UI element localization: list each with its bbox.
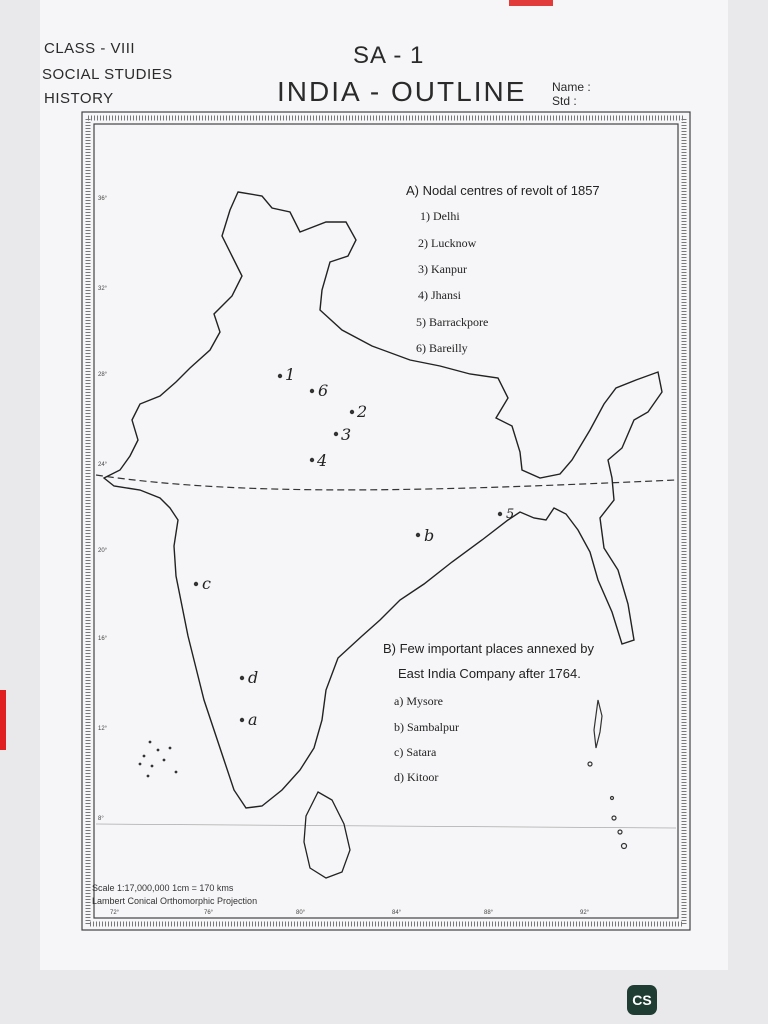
marker-mysore: [240, 718, 244, 722]
tropic-of-cancer-line: [96, 475, 676, 490]
camscanner-logo: CS: [627, 985, 657, 1015]
map-label-2: 2: [357, 402, 368, 421]
history-label: HISTORY: [44, 90, 114, 107]
section-a-heading: A) Nodal centres of revolt of 1857: [406, 183, 600, 198]
lon-label: 84°: [392, 910, 402, 916]
marker-kanpur: [334, 432, 338, 436]
projection-text: Lambert Conical Orthomorphic Projection: [92, 896, 258, 906]
lon-label: 80°: [296, 910, 306, 916]
map-label-4: 4: [317, 451, 328, 470]
section-a-item: 2) Lucknow: [418, 236, 477, 250]
section-b-item: b) Sambalpur: [394, 720, 459, 734]
section-b-heading-line2: East India Company after 1764.: [398, 666, 581, 681]
section-a-item: 6) Bareilly: [416, 341, 468, 355]
lat-label: 36°: [98, 196, 108, 202]
marker-jhansi: [310, 458, 314, 462]
lat-label: 32°: [98, 286, 108, 292]
name-field[interactable]: Name :: [552, 80, 591, 94]
inner-frame: [94, 124, 678, 918]
scale-text: Scale 1:17,000,000 1cm = 170 kms: [92, 883, 234, 893]
lon-label: 88°: [484, 910, 494, 916]
subject-label: SOCIAL STUDIES: [42, 66, 173, 83]
sri-lanka-outline: [304, 792, 350, 878]
map-title: INDIA - OUTLINE: [277, 76, 527, 107]
marker-barrackpore: [498, 512, 502, 516]
class-label: CLASS - VIII: [44, 40, 136, 57]
lat-label: 12°: [98, 726, 108, 732]
section-b-item: d) Kitoor: [394, 770, 439, 784]
map-label-6: 6: [318, 381, 329, 400]
lat-label: 20°: [98, 548, 108, 554]
map-label-d: d: [248, 668, 259, 687]
map-label-3: 3: [341, 425, 352, 444]
map-label-b: b: [424, 526, 435, 545]
lon-label: 76°: [204, 910, 214, 916]
exam-label: SA - 1: [353, 42, 425, 69]
std-field[interactable]: Std :: [552, 94, 577, 108]
section-a-item: 3) Kanpur: [418, 262, 467, 276]
lat-label: 28°: [98, 372, 108, 378]
map-label-5: 5: [506, 507, 515, 522]
marker-bareilly: [310, 389, 314, 393]
india-mainland-outline: [104, 192, 662, 808]
outer-frame: [82, 112, 690, 930]
marker-kitoor: [240, 676, 244, 680]
map-label-c: c: [202, 574, 211, 593]
marker-delhi: [278, 374, 282, 378]
marker-satara: [194, 582, 198, 586]
section-a-item: 4) Jhansi: [418, 288, 461, 302]
section-b-item: c) Satara: [394, 745, 437, 759]
andaman-nicobar-islands: [588, 700, 627, 849]
map-label-a: a: [248, 710, 258, 729]
marker-lucknow: [350, 410, 354, 414]
lat-label: 8°: [98, 816, 104, 822]
lon-label: 92°: [580, 910, 590, 916]
lat-label: 16°: [98, 636, 108, 642]
marker-sambalpur: [416, 533, 420, 537]
lakshadweep-islands: [139, 741, 178, 778]
lat-label: 24°: [98, 462, 108, 468]
lon-label: 72°: [110, 910, 120, 916]
section-a-item: 5) Barrackpore: [416, 315, 489, 329]
map-label-1: 1: [285, 365, 296, 384]
section-b-item: a) Mysore: [394, 694, 443, 708]
section-a-item: 1) Delhi: [420, 209, 460, 223]
section-b-heading-line1: B) Few important places annexed by: [383, 641, 594, 656]
latitude-line: [96, 824, 676, 828]
